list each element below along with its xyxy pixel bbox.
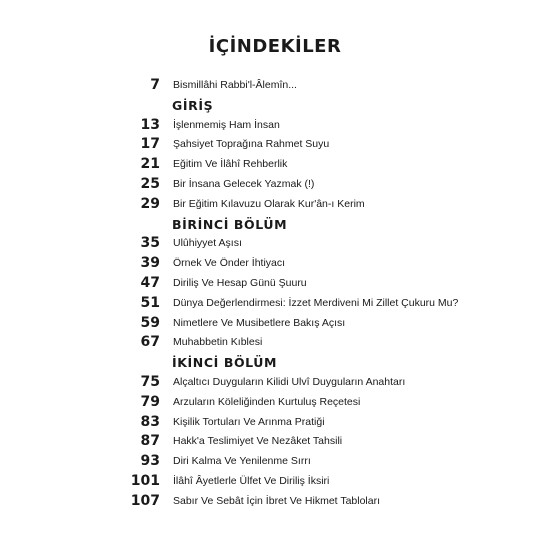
toc-entry [0, 373, 550, 393]
section-title: GİRİŞ [172, 97, 214, 113]
page-number: 29 [140, 195, 160, 212]
entry-title: Ulûhiyyet Aşısı [173, 237, 242, 250]
page-number: 101 [130, 472, 160, 489]
section-title: BİRİNCİ BÖLÜM [172, 216, 288, 232]
toc-entry [0, 492, 550, 512]
toc-entry [0, 333, 550, 353]
page-number: 59 [140, 314, 160, 331]
entry-title: Şahsiyet Toprağına Rahmet Suyu [173, 138, 330, 151]
toc-entry [0, 472, 550, 492]
entry-title: Bir Eğitim Kılavuzu Olarak Kur'ân-ı Kerim [173, 197, 365, 210]
page-number: 13 [140, 116, 160, 133]
toc-section-heading [0, 215, 550, 235]
page-title: İÇİNDEKİLER [208, 36, 342, 57]
entry-title: İlâhî Âyetlerle Ülfet Ve Diriliş İksiri [173, 474, 330, 487]
entry-title: Bismillâhi Rabbi'l-Âlemîn... [173, 79, 297, 91]
entry-title: Arzuların Köleliğinden Kurtuluş Reçetesi [173, 395, 361, 408]
toc-entry [0, 254, 550, 274]
page-number: 67 [140, 334, 160, 351]
toc-entry [0, 76, 550, 96]
toc-entry [0, 413, 550, 433]
page-number: 21 [140, 156, 160, 173]
page-number: 7 [150, 77, 160, 93]
page-number: 87 [140, 433, 160, 450]
entry-title: Eğitim Ve İlâhî Rehberlik [173, 158, 288, 171]
toc-entry [0, 155, 550, 175]
page-number: 75 [140, 373, 160, 390]
entry-title: Alçaltıcı Duyguların Kilidi Ulvî Duyguların Anahtarı [173, 375, 406, 388]
entry-title: Örnek Ve Önder İhtiyacı [173, 257, 286, 270]
toc-entry [0, 274, 550, 294]
entry-title: Dünya Değerlendirmesi: İzzet Merdiveni Mi Zillet Çukuru Mu? [173, 296, 459, 309]
page-number: 51 [140, 294, 160, 311]
toc-entry [0, 452, 550, 472]
toc-entry [0, 175, 550, 195]
toc-entry [0, 294, 550, 314]
toc-list [0, 76, 550, 512]
entry-title: Diri Kalma Ve Yenilenme Sırrı [173, 455, 311, 468]
toc-section-heading [0, 96, 550, 116]
entry-title: Diriliş Ve Hesap Günü Şuuru [173, 276, 307, 289]
entry-title: Sabır Ve Sebât İçin İbret Ve Hikmet Tabloları [173, 494, 381, 507]
entry-title: Kişilik Tortuları Ve Arınma Pratiği [173, 415, 325, 428]
page-number: 107 [130, 492, 160, 509]
toc-entry [0, 314, 550, 334]
toc-entry [0, 234, 550, 254]
page-number: 47 [140, 274, 160, 291]
page-number: 17 [140, 136, 160, 153]
toc-section-heading [0, 353, 550, 373]
entry-title: İşlenmemiş Ham İnsan [173, 118, 280, 131]
entry-title: Muhabbetin Kıblesi [173, 336, 263, 349]
page-number: 35 [140, 235, 160, 252]
entry-title: Nimetlere Ve Musibetlere Bakış Açısı [173, 316, 346, 329]
entry-title: Bir İnsana Gelecek Yazmak (!) [173, 177, 315, 190]
toc-entry [0, 116, 550, 136]
toc-entry [0, 393, 550, 413]
toc-entry [0, 135, 550, 155]
section-title: İKİNCİ BÖLÜM [172, 355, 278, 371]
page-number: 93 [140, 453, 160, 470]
toc-entry [0, 195, 550, 215]
page-number: 83 [140, 413, 160, 430]
page-number: 39 [140, 255, 160, 272]
page-number: 25 [140, 175, 160, 192]
page-number: 79 [140, 393, 160, 410]
toc-entry [0, 432, 550, 452]
entry-title: Hakk'a Teslimiyet Ve Nezâket Tahsili [173, 435, 343, 448]
